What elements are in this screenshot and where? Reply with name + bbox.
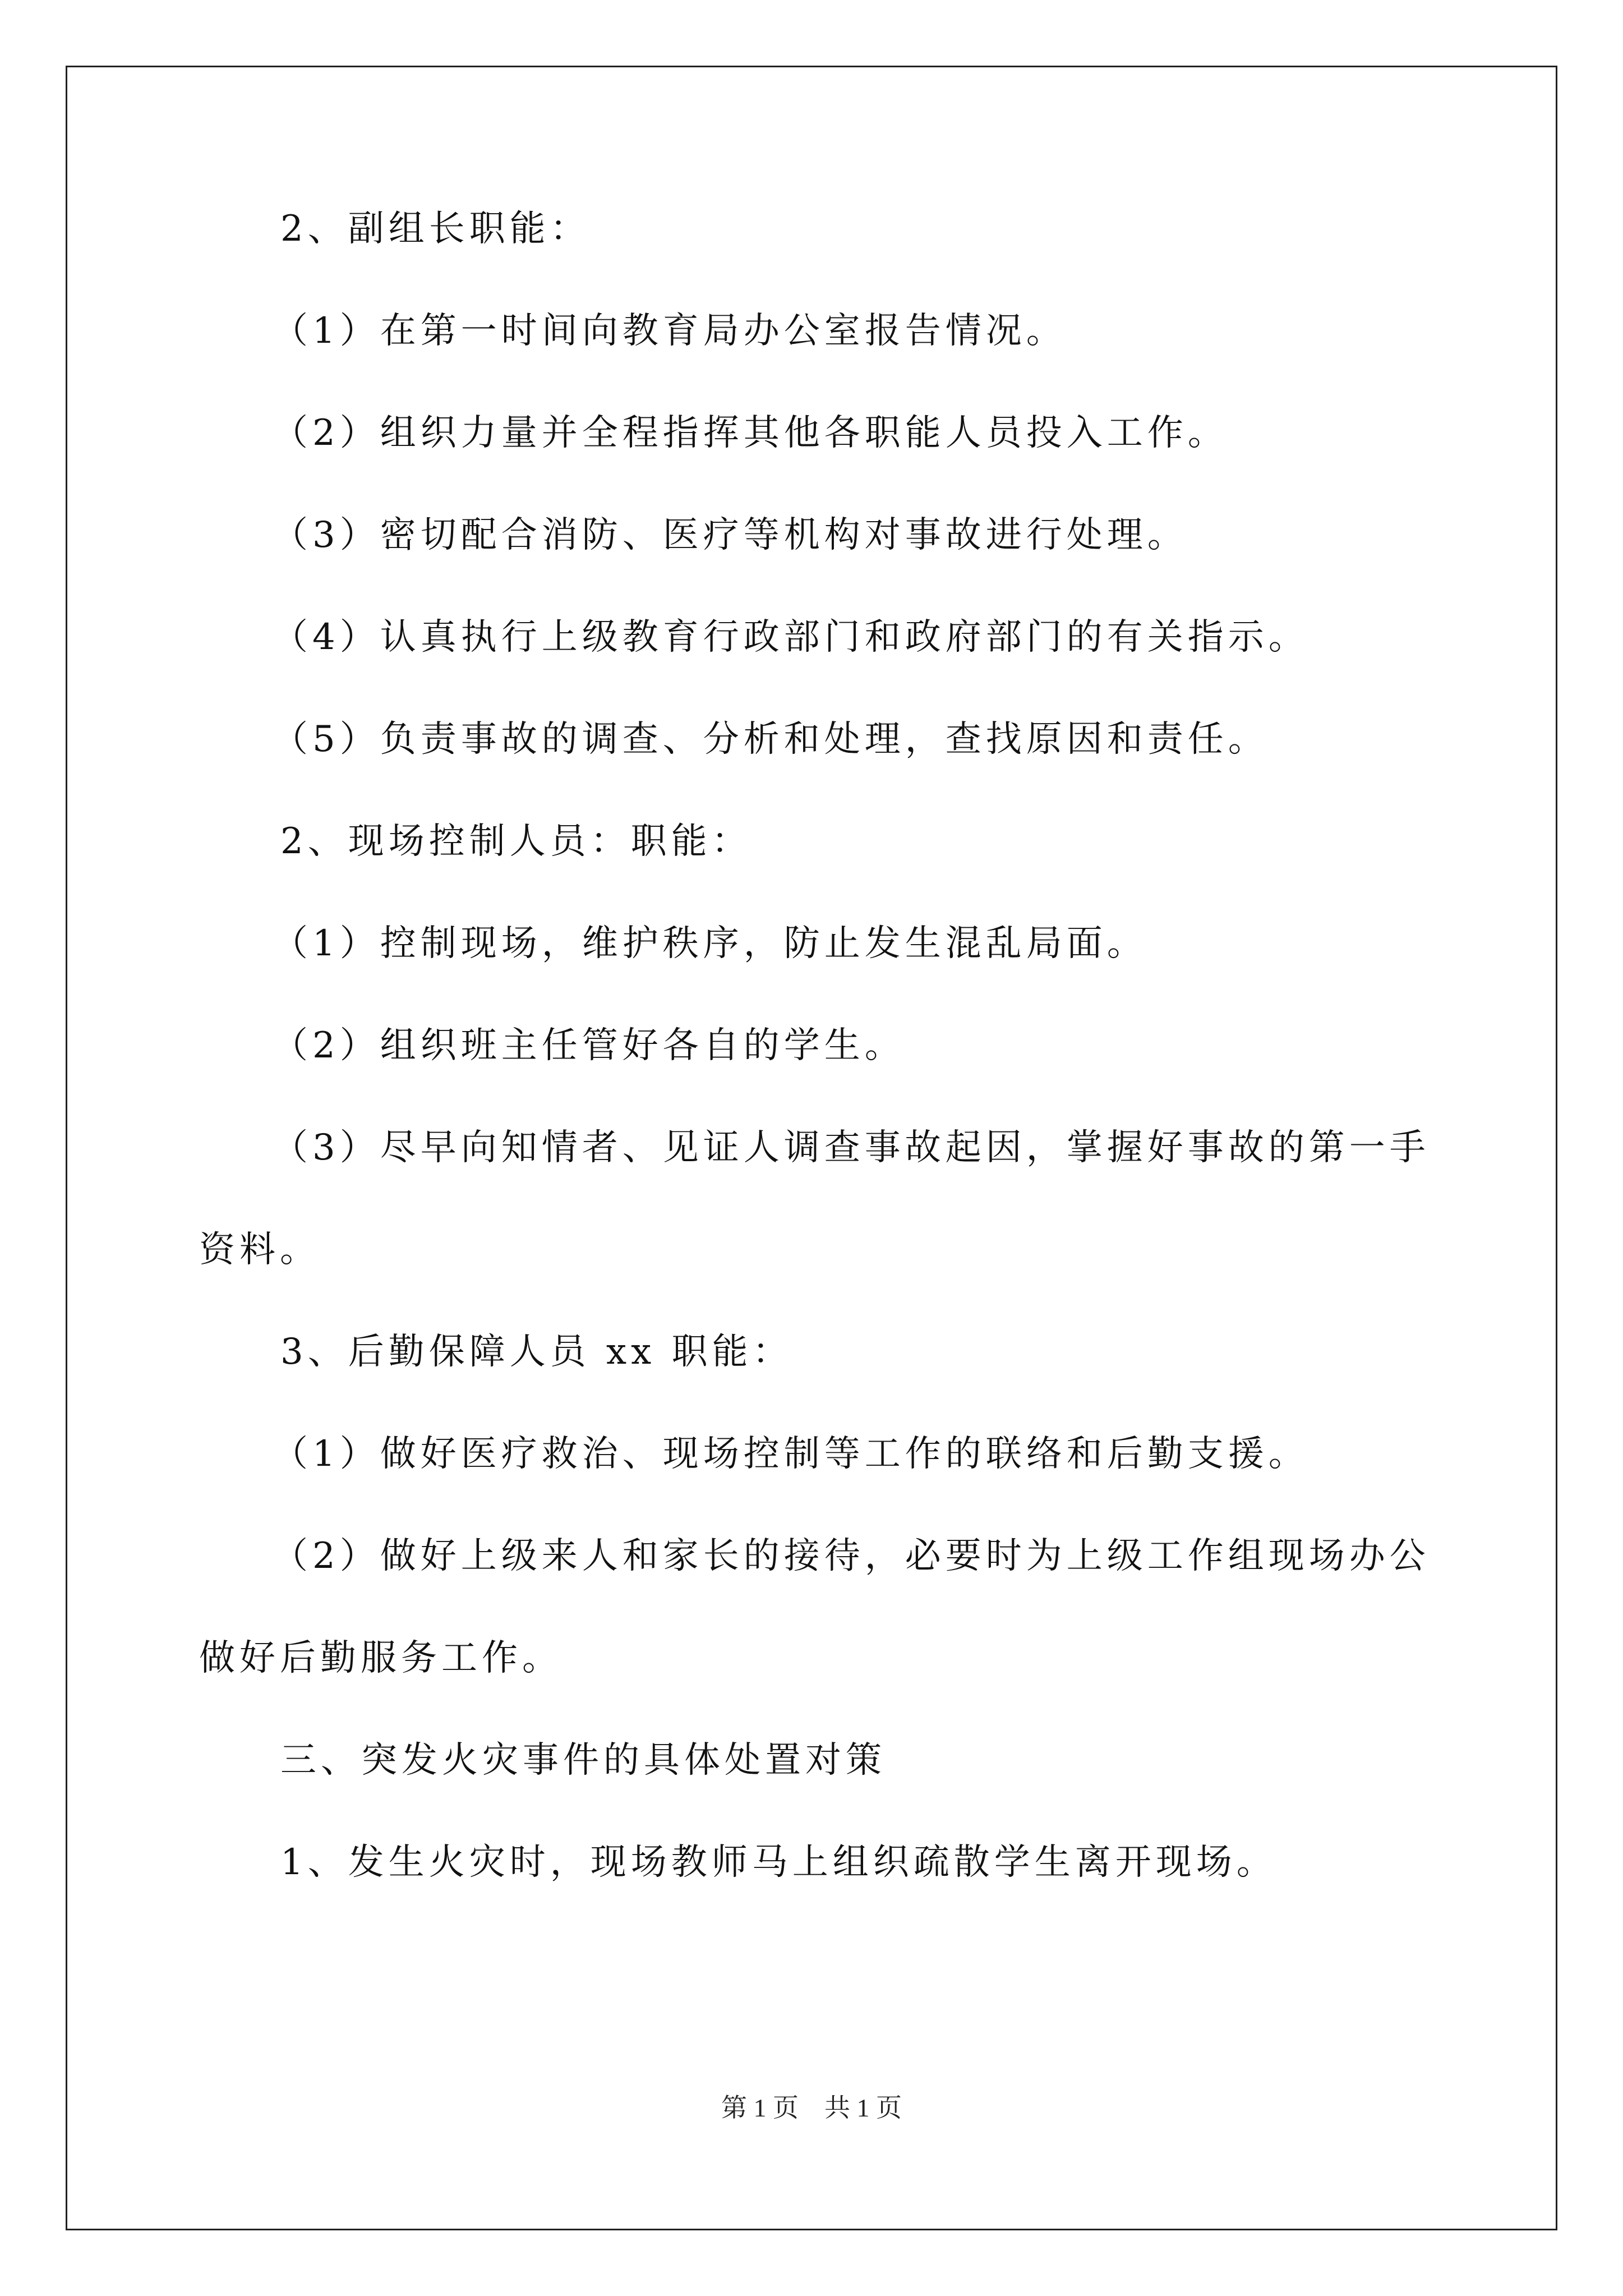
paragraph-line: （1）控制现场，维护秩序，防止发生混乱局面。 bbox=[272, 923, 1147, 964]
paragraph-line: （1）做好医疗救治、现场控制等工作的联络和后勤支援。 bbox=[272, 1433, 1309, 1475]
paragraph-line: （3）尽早向知情者、见证人调查事故起因，掌握好事故的第一手 bbox=[272, 1127, 1430, 1168]
paragraph-line: 资料。 bbox=[199, 1229, 320, 1271]
paragraph-line: （3）密切配合消防、医疗等机构对事故进行处理。 bbox=[272, 514, 1188, 556]
paragraph-line: 1、发生火灾时，现场教师马上组织疏散学生离开现场。 bbox=[280, 1842, 1277, 1883]
page-number-footer: 第 1 页 共 1 页 bbox=[721, 2093, 902, 2122]
paragraph-line: （1）在第一时间向教育局办公室报告情况。 bbox=[272, 310, 1067, 352]
section-heading: 2、副组长职能： bbox=[280, 208, 591, 250]
paragraph-line: 做好后勤服务工作。 bbox=[199, 1637, 562, 1679]
paragraph-line: （2）做好上级来人和家长的接待，必要时为上级工作组现场办公 bbox=[272, 1535, 1430, 1577]
section-heading: 3、后勤保障人员 xx 职能： bbox=[280, 1331, 793, 1373]
paragraph-line: （5）负责事故的调查、分析和处理，查找原因和责任。 bbox=[272, 719, 1269, 760]
section-heading: 三、突发火灾事件的具体处置对策 bbox=[280, 1740, 886, 1781]
paragraph-line: （4）认真执行上级教育行政部门和政府部门的有关指示。 bbox=[272, 616, 1309, 658]
paragraph-line: （2）组织力量并全程指挥其他各职能人员投入工作。 bbox=[272, 412, 1228, 454]
paragraph-line: （2）组织班主任管好各自的学生。 bbox=[272, 1025, 905, 1066]
section-heading: 2、现场控制人员：职能： bbox=[280, 821, 752, 862]
